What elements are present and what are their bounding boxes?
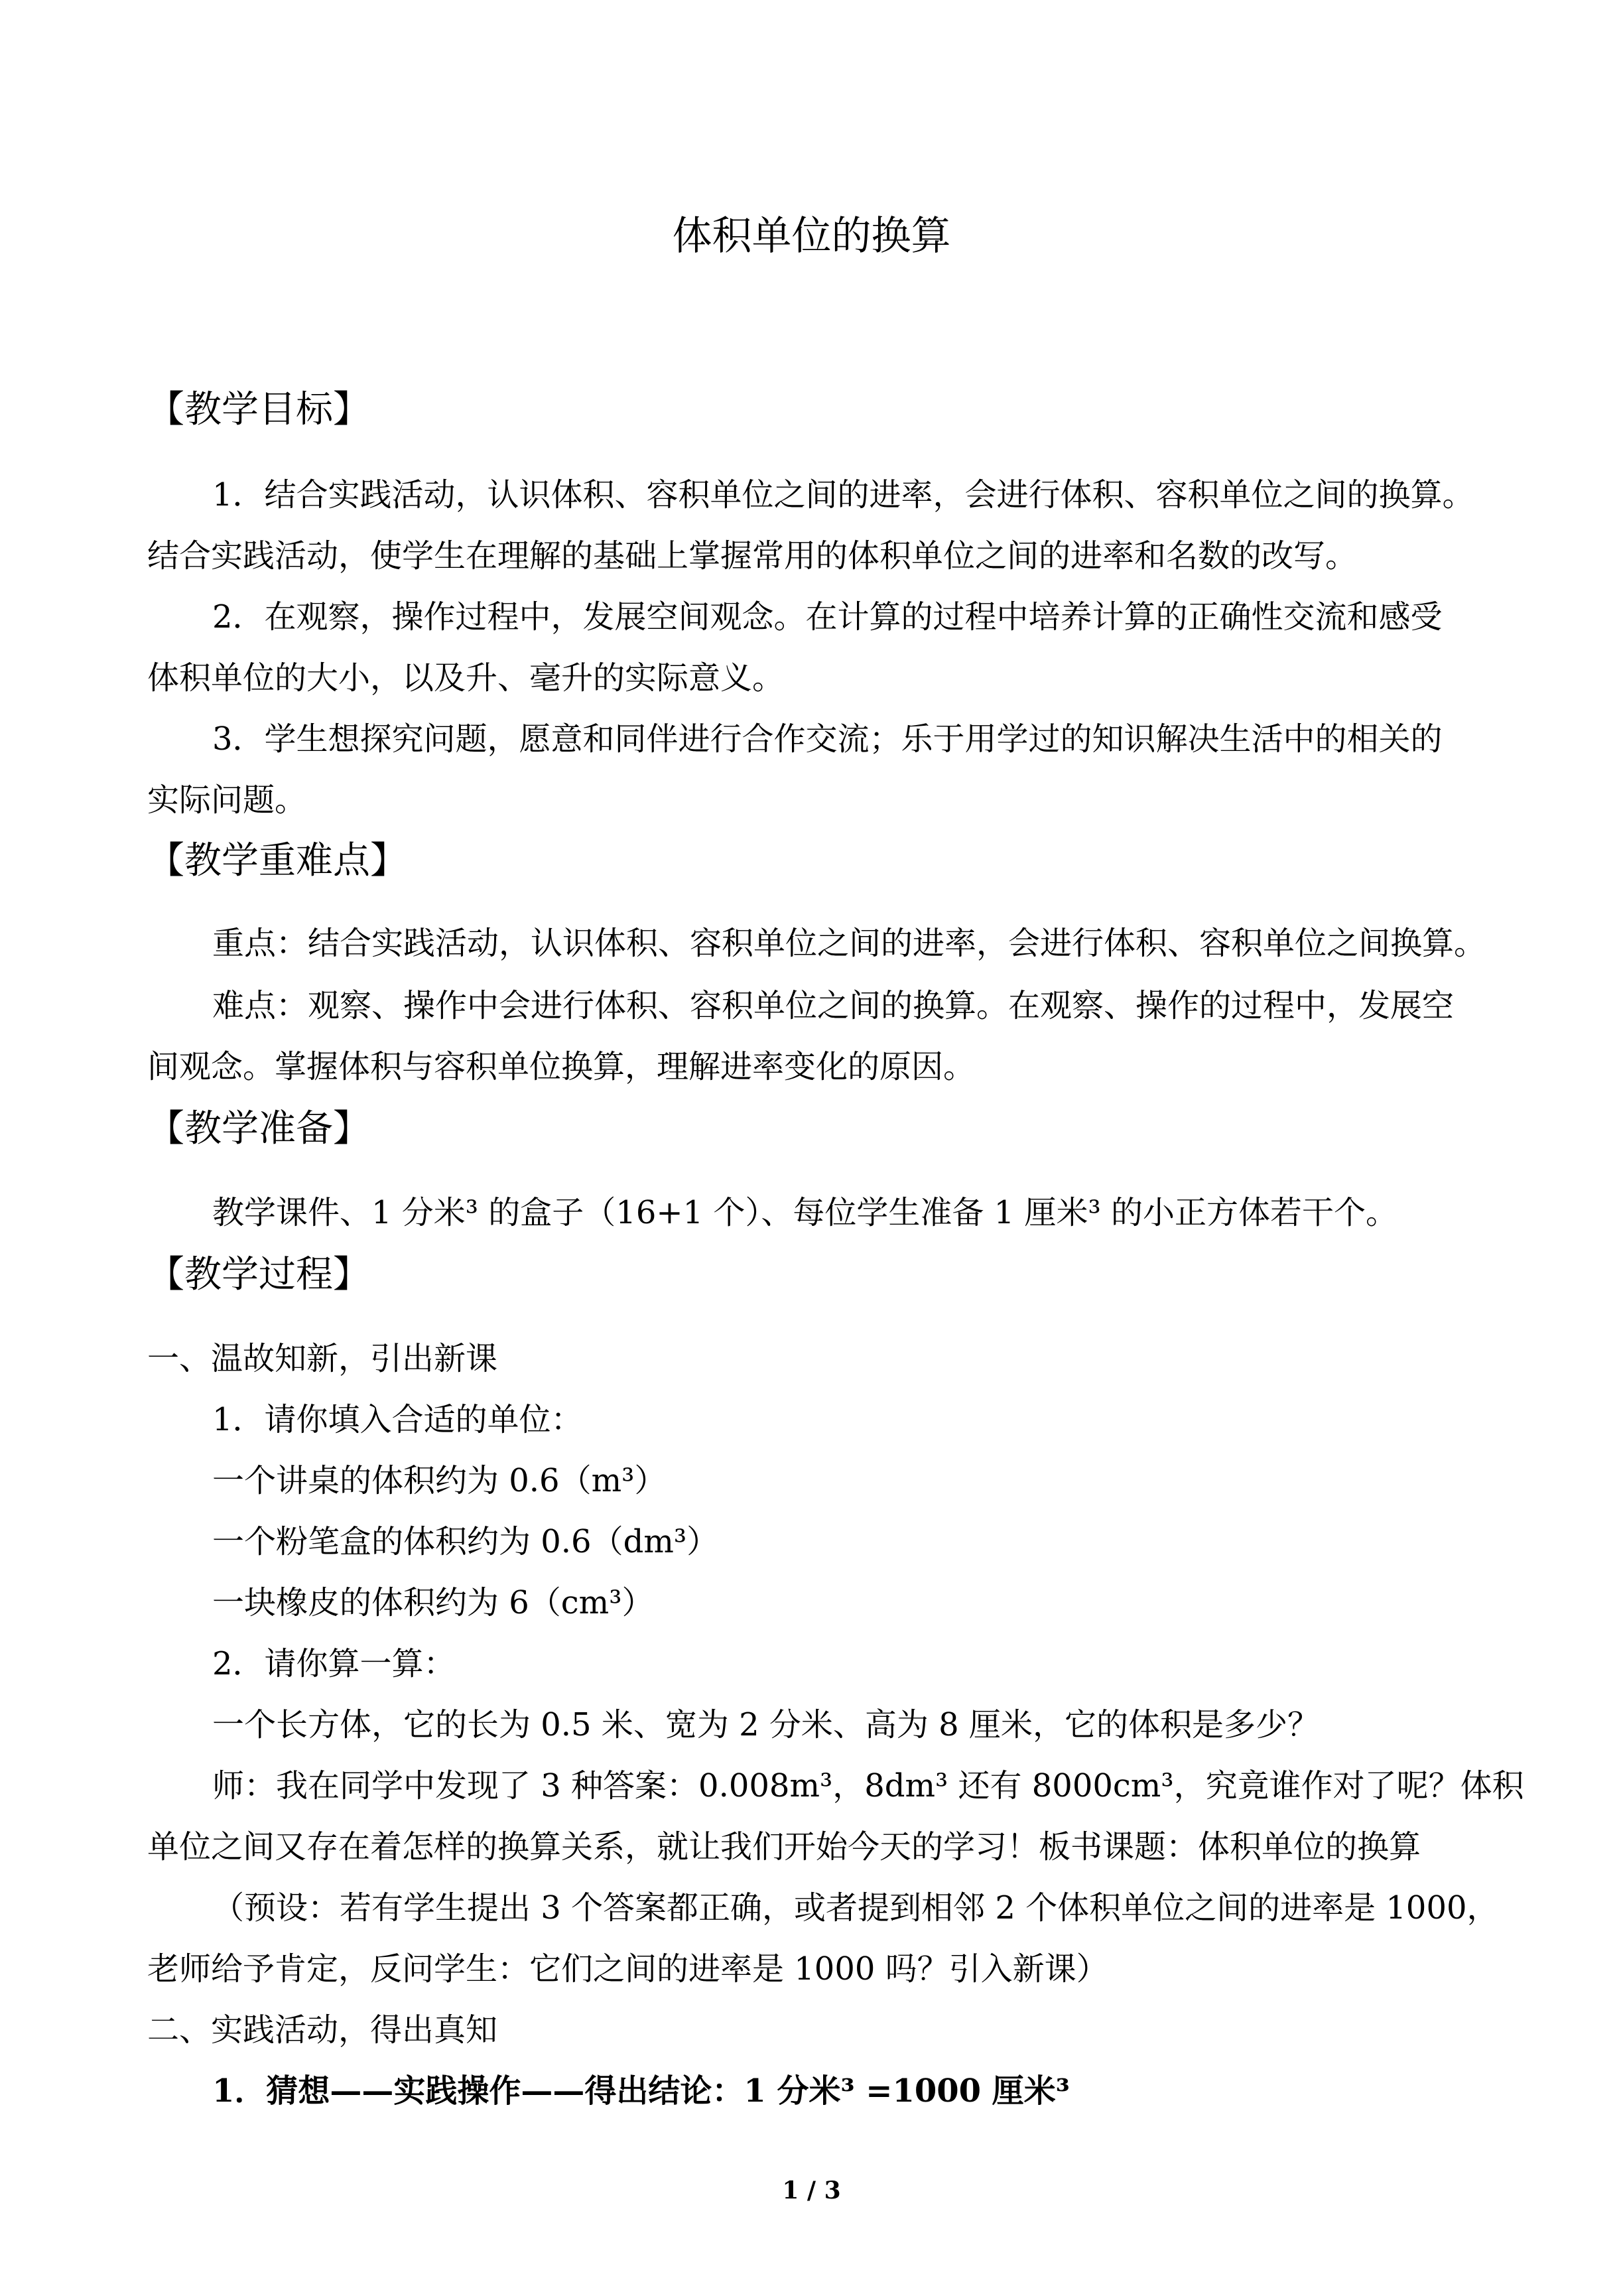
process-line-9: 单位之间又存在着怎样的换算关系，就让我们开始今天的学习！板书课题：体积单位的换算 (147, 1828, 1421, 1865)
process-line-10: （预设：若有学生提出 3 个答案都正确，或者提到相邻 2 个体积单位之间的进率是 1000， (212, 1889, 1499, 1926)
process-line-8: 师：我在同学中发现了 3 种答案：0.008m³，8dm³ 还有 8000cm³，究竟谁作对了呢？体积 (212, 1767, 1524, 1804)
key-points-line-3: 间观念。掌握体积与容积单位换算，理解进率变化的原因。 (147, 1048, 976, 1085)
process-line-1: 一、温故知新，引出新课 (147, 1340, 498, 1377)
process-line-6: 2．请你算一算： (212, 1645, 456, 1682)
goals-line-2: 结合实践活动，使学生在理解的基础上掌握常用的体积单位之间的进率和名数的改写。 (147, 537, 1358, 574)
section-heading-preparation: 【教学准备】 (147, 1107, 370, 1150)
process-line-3: 一个讲桌的体积约为 0.6（m³） (212, 1462, 667, 1499)
process-line-7: 一个长方体，它的长为 0.5 米、宽为 2 分米、高为 8 厘米，它的体积是多少？ (212, 1706, 1319, 1743)
section-heading-key-points: 【教学重难点】 (147, 839, 407, 882)
process-line-2: 1．请你填入合适的单位： (212, 1401, 583, 1438)
process-line-11: 老师给予肯定，反问学生：它们之间的进率是 1000 吗？引入新课） (147, 1950, 1108, 1988)
goals-line-3: 2．在观察，操作过程中，发展空间观念。在计算的过程中培养计算的正确性交流和感受 (212, 598, 1443, 636)
section-heading-process: 【教学过程】 (147, 1253, 370, 1296)
goals-line-6: 实际问题。 (147, 781, 307, 819)
process-line-13: 1．猜想——实践操作——得出结论：1 分米³ =1000 厘米³ (212, 2072, 1070, 2110)
section-heading-goals: 【教学目标】 (147, 388, 370, 431)
key-points-line-1: 重点：结合实践活动，认识体积、容积单位之间的进率，会进行体积、容积单位之间换算。 (212, 925, 1486, 962)
process-line-5: 一块橡皮的体积约为 6（cm³） (212, 1584, 654, 1621)
page-number: 1 / 3 (782, 2177, 841, 2204)
process-line-12: 二、实践活动，得出真知 (147, 2011, 498, 2049)
goals-line-1: 1．结合实践活动，认识体积、容积单位之间的进率，会进行体积、容积单位之间的换算。 (212, 476, 1474, 513)
process-line-4: 一个粉笔盒的体积约为 0.6（dm³） (212, 1523, 719, 1560)
preparation-line-1: 教学课件、1 分米³ 的盒子（16+1 个）、每位学生准备 1 厘米³ 的小正方体若干个。 (212, 1194, 1397, 1231)
goals-line-4: 体积单位的大小，以及升、毫升的实际意义。 (147, 659, 785, 697)
goals-line-5: 3．学生想探究问题，愿意和同伴进行合作交流；乐于用学过的知识解决生活中的相关的 (212, 720, 1443, 758)
key-points-line-2: 难点：观察、操作中会进行体积、容积单位之间的换算。在观察、操作的过程中，发展空 (212, 987, 1455, 1024)
page-title: 体积单位的换算 (672, 213, 951, 259)
